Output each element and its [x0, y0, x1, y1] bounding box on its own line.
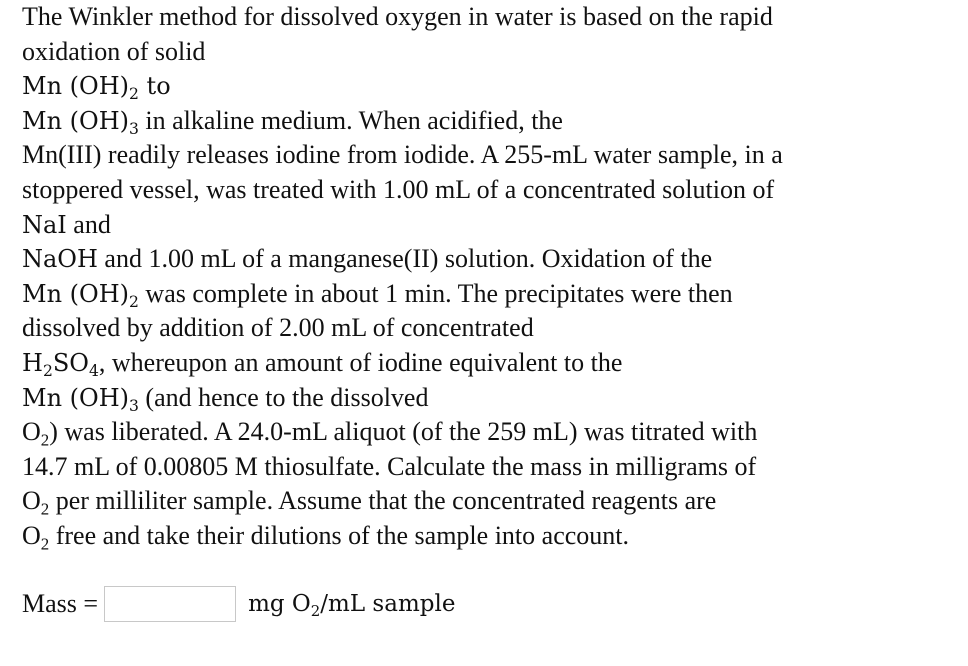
formula-text: Mn (OH): [22, 279, 129, 308]
answer-row: [22, 585, 455, 623]
text-run: was complete in about 1 min. The precipitates were then: [138, 278, 733, 308]
subscript: 2: [42, 361, 53, 380]
formula-text: SO: [52, 348, 89, 377]
text-run: 14.7 mL of 0.00805 M thiosulfate. Calculate the mass in milligrams of: [22, 451, 757, 481]
subscript: 3: [129, 396, 139, 415]
subscript: 2: [310, 601, 321, 620]
text-run: in alkaline medium. When acidified, the: [138, 105, 563, 135]
text-run: dissolved by addition of 2.00 mL of concentrated: [22, 313, 534, 343]
subscript: 2: [129, 292, 139, 311]
text-run: and: [66, 209, 111, 239]
text-run: ) was liberated. A 24.0-mL aliquot (of the 259 mL) was titrated with: [49, 417, 758, 447]
formula-text: Mn (OH): [22, 383, 129, 412]
unit-text: /mL sample: [320, 591, 456, 617]
problem-line: [22, 0, 952, 35]
formula-mn-oh-3: [22, 383, 139, 415]
unit-label: [248, 591, 456, 620]
problem-line: [22, 173, 952, 208]
problem-line: [22, 381, 952, 416]
formula-text: O: [22, 417, 41, 447]
formula-mn-oh-3: [22, 106, 139, 138]
text-run: The Winkler method for dissolved oxygen in water is based on the rapid: [22, 2, 773, 31]
subscript: 2: [40, 499, 50, 519]
formula-naoh: NaOH: [22, 245, 98, 274]
formula-nai: NaI: [22, 210, 67, 239]
problem-text: [22, 0, 952, 554]
text-run: free and take their dilutions of the sample into account.: [49, 520, 629, 550]
formula-o2: [22, 520, 50, 554]
problem-line: [22, 450, 952, 485]
problem-line: [22, 415, 952, 450]
problem-line: [22, 69, 952, 104]
subscript: 3: [129, 119, 139, 138]
problem-line: [22, 277, 952, 312]
problem-line: [22, 208, 952, 243]
problem-line: [22, 519, 952, 554]
problem-line: [22, 104, 952, 139]
text-run: Mn(III) readily releases iodine from iodide. A 255-mL water sample, in a: [22, 140, 783, 170]
mass-label: Mass =: [22, 589, 99, 618]
subscript: 2: [129, 85, 139, 104]
mass-input[interactable]: [104, 586, 236, 622]
problem-line: [22, 242, 952, 277]
problem-line: [22, 346, 952, 381]
problem-line: [22, 35, 952, 70]
formula-text: Mn (OH): [22, 106, 129, 135]
subscript: 2: [40, 430, 50, 450]
problem-line: [22, 311, 952, 346]
subscript: 4: [88, 361, 99, 380]
unit-text: mg O: [248, 591, 311, 617]
formula-text: Mn (OH): [22, 72, 129, 101]
subscript: 2: [40, 534, 50, 554]
problem-line: [22, 138, 952, 173]
problem-line: [22, 484, 952, 519]
text-run: (and hence to the dissolved: [138, 382, 429, 412]
formula-mn-oh-2: [22, 279, 139, 311]
text-run: and 1.00 mL of a manganese(II) solution. Oxidation of the: [97, 244, 713, 274]
formula-text: O: [22, 520, 41, 550]
text-run: stoppered vessel, was treated with 1.00 mL of a concentrated solution of: [22, 174, 775, 204]
formula-h2so4: [22, 348, 99, 380]
formula-text: H: [22, 348, 43, 377]
text-run: per milliliter sample. Assume that the concentrated reagents are: [49, 486, 717, 516]
formula-mn-oh-2: [22, 72, 139, 104]
formula-text: O: [22, 486, 41, 516]
formula-o2: [22, 417, 50, 450]
text-run: , whereupon an amount of iodine equivalent to the: [98, 347, 623, 377]
text-run: oxidation of solid: [22, 36, 206, 66]
text-run: to: [138, 72, 171, 101]
formula-o2: [22, 486, 50, 519]
